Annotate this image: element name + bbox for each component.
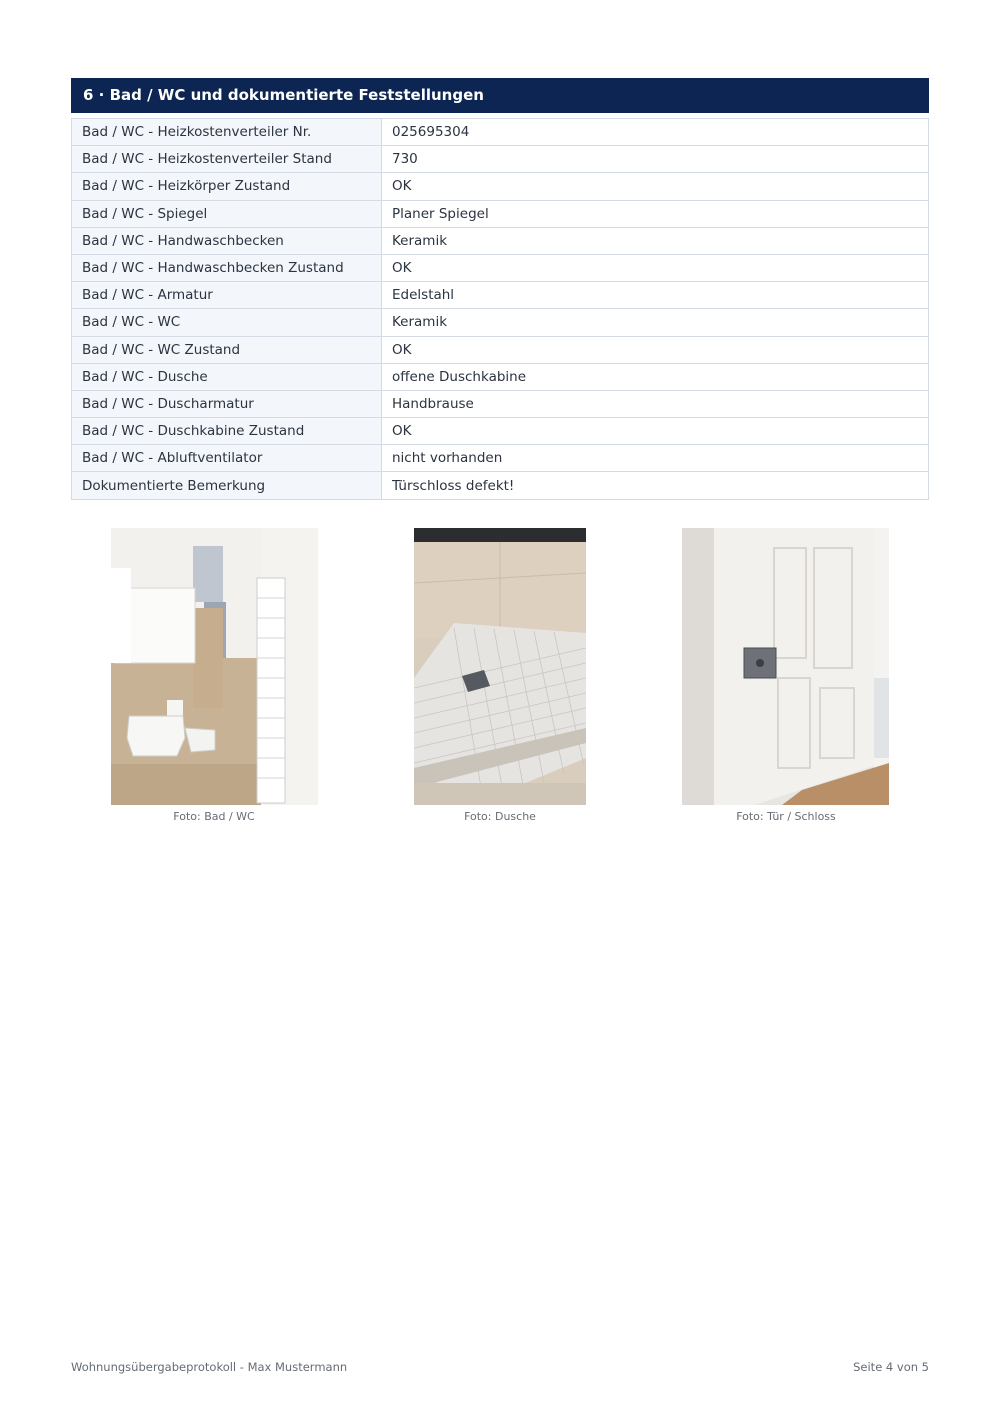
photo-shower	[414, 528, 586, 805]
table-row	[72, 254, 929, 281]
row-value: OK	[382, 254, 929, 281]
row-value: Keramik	[382, 227, 929, 254]
row-label: Bad / WC - Handwaschbecken	[72, 227, 382, 254]
table-row	[72, 309, 929, 336]
section-title: 6 · Bad / WC und dokumentierte Feststellungen	[71, 78, 929, 113]
footer-page-number: Seite 4 von 5	[853, 1360, 929, 1374]
table-row	[72, 173, 929, 200]
photo-door-lock	[682, 528, 889, 805]
row-value: Türschloss defekt!	[382, 472, 929, 499]
table-row	[72, 472, 929, 499]
table-row	[72, 200, 929, 227]
photo-bathroom	[111, 528, 318, 805]
row-label: Bad / WC - WC	[72, 309, 382, 336]
row-value: Handbrause	[382, 390, 929, 417]
details-table	[71, 118, 929, 500]
row-label: Bad / WC - WC Zustand	[72, 336, 382, 363]
table-row	[72, 146, 929, 173]
row-label: Bad / WC - Armatur	[72, 282, 382, 309]
row-value: nicht vorhanden	[382, 445, 929, 472]
row-label: Bad / WC - Duscharmatur	[72, 390, 382, 417]
table-row	[72, 418, 929, 445]
row-label: Bad / WC - Handwaschbecken Zustand	[72, 254, 382, 281]
footer-document-title: Wohnungsübergabeprotokoll - Max Mustermann	[71, 1360, 348, 1374]
row-value: Keramik	[382, 309, 929, 336]
row-label: Bad / WC - Dusche	[72, 363, 382, 390]
table-row	[72, 363, 929, 390]
row-value: Planer Spiegel	[382, 200, 929, 227]
table-row	[72, 445, 929, 472]
table-row	[72, 227, 929, 254]
table-row	[72, 282, 929, 309]
row-label: Bad / WC - Abluftventilator	[72, 445, 382, 472]
row-value: OK	[382, 336, 929, 363]
table-row	[72, 119, 929, 146]
row-label: Bad / WC - Heizkostenverteiler Stand	[72, 146, 382, 173]
photo-caption: Foto: Bad / WC	[173, 810, 255, 823]
row-label: Bad / WC - Duschkabine Zustand	[72, 418, 382, 445]
row-value: Edelstahl	[382, 282, 929, 309]
row-value: OK	[382, 173, 929, 200]
table-row	[72, 390, 929, 417]
row-value: offene Duschkabine	[382, 363, 929, 390]
row-value: 025695304	[382, 119, 929, 146]
photo-caption: Foto: Dusche	[464, 810, 536, 823]
row-value: OK	[382, 418, 929, 445]
row-label: Bad / WC - Spiegel	[72, 200, 382, 227]
row-label: Bad / WC - Heizkörper Zustand	[72, 173, 382, 200]
photo-caption: Foto: Tür / Schloss	[736, 810, 836, 823]
row-label: Dokumentierte Bemerkung	[72, 472, 382, 499]
row-label: Bad / WC - Heizkostenverteiler Nr.	[72, 119, 382, 146]
row-value: 730	[382, 146, 929, 173]
table-row	[72, 336, 929, 363]
